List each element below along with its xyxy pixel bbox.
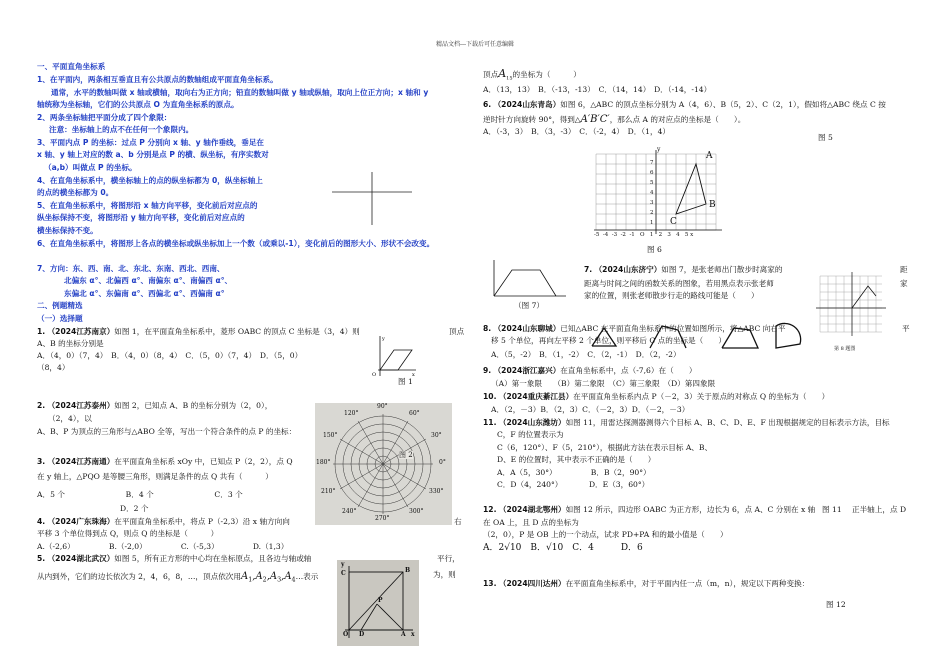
q10-options: A．（2，－3）B．（2，3）C．（－2，3）D．（－2，－3） bbox=[491, 405, 690, 414]
svg-text:y: y bbox=[382, 336, 385, 342]
grid-y-ticks: 7 6 5 4 3 2 1 bbox=[650, 160, 654, 226]
r1-options: A．（13，13） B．（-13，-13） C．（14，14） D．（-14，-14） bbox=[483, 85, 712, 94]
q6-options: A．（-3，3） B．（3，-3） C．（-2，4） D．（1，4） bbox=[483, 127, 670, 136]
q7-text-d: 距 bbox=[900, 265, 908, 274]
q7-text-b: 距离与时间之间的函数关系的图象，若用黑点表示张老师 bbox=[584, 279, 774, 288]
fig12-label-d: D bbox=[359, 631, 365, 638]
knowledge-2b: 注意：坐标轴上的点不在任何一个象限内。 bbox=[49, 125, 194, 134]
knowledge-6: 6、在直角坐标系中，将图形上各点的横坐标或纵坐标加上一个数（或乘以-1），变化前后的图形大小、形状不会改变。 bbox=[37, 239, 435, 248]
figure-1-rhombus bbox=[372, 334, 418, 378]
q8-text-b: 平 bbox=[902, 324, 910, 333]
question-7: 7. （2024山东济宁）如图 7，是张老师出门散步时离家的 bbox=[584, 265, 783, 274]
q8-options: A．（5，-2） B．（1，-2） C．（2，-1） D．（2，-2） bbox=[491, 350, 681, 359]
grid-point-a: A bbox=[706, 151, 713, 161]
q4-options: A.（-2,6） B.（-2,0） C.（-5,3） D.（1,3） bbox=[37, 542, 289, 551]
figure-12-square-photo bbox=[337, 560, 419, 646]
q11-options-2: C．D（4，240°） D．E（3，60°） bbox=[497, 480, 650, 489]
fig12-label-c: C bbox=[341, 570, 346, 577]
question-1: 1. （2024江苏南京）如图 1，在平面直角坐标系中，菱形 OABC 的顶点 C 坐标是（3，4）则 bbox=[37, 327, 360, 336]
knowledge-3b: x 轴、y 轴上对应的数 a、b 分别是点 P 的横、纵坐标，有序实数对 bbox=[37, 150, 269, 159]
fig12-label-b: B bbox=[405, 567, 411, 574]
polar-label-300: 300° bbox=[409, 508, 424, 515]
knowledge-7c: 东偏北 α°、东偏南 α°、西偏北 α°、西偏南 α° bbox=[64, 289, 225, 298]
question-11: 11. （2024山东潍坊）如图 11，用雷达探测器测得六个目标 A、B、C、D、E、F 出现根据规定的目标表示方法，目标 bbox=[483, 418, 890, 427]
question-3: 3. （2024江苏南通）在平面直角坐标系 xOy 中，已知点 P（2，2），点 Q bbox=[37, 457, 293, 466]
grid-axis-y: y bbox=[657, 146, 661, 153]
svg-text:x: x bbox=[412, 372, 415, 378]
q3-option-d: D．2 个 bbox=[120, 504, 149, 513]
knowledge-7b: 北偏东 α°、北偏西 α°、南偏东 α°、南偏西 α°、 bbox=[64, 276, 233, 285]
q5-text-e: 为，则 bbox=[433, 570, 456, 579]
q5-text-c: 从内到外，它们的边长依次为 2，4，6，8，…，顶点依次用$A_1,A_2,A_3,A_4\dots$表示 bbox=[37, 571, 319, 584]
knowledge-4b: 的点的横坐标都为 0。 bbox=[37, 188, 114, 197]
question-2: 2. （2024江苏泰州）如图 2，已知点 A、B 的坐标分别为（2，0）， bbox=[37, 401, 273, 410]
question-5: 5. （2024湖北武汉）如图 5，所有正方形的中心均在坐标原点，且各边与轴或轴 bbox=[37, 554, 312, 563]
fig12-label-y: y bbox=[341, 561, 345, 568]
polar-label-30: 30° bbox=[431, 432, 442, 439]
knowledge-1a: 1、在平面内，两条相互垂直且有公共原点的数轴组成平面直角坐标系。 bbox=[37, 75, 278, 84]
subsection-choice: （一）选择题 bbox=[37, 314, 83, 323]
q6-text-b: 逆时针方向旋转 90°，得到△A′B′C′，那么点 A 的对应点的坐标是（ ）。 bbox=[483, 114, 746, 125]
q8-source: （2024山东聊城） bbox=[493, 324, 561, 333]
q1-text-b: 顶点 bbox=[449, 327, 465, 336]
fig12-label-p: P bbox=[378, 597, 383, 604]
q9-options: （A）第一象限 （B）第二象限 （C）第三象限 （D）第四象限 bbox=[491, 379, 716, 388]
knowledge-5b: 纵坐标保持不变，将图形沿 y 轴方向平移，变化前后对应点的 bbox=[37, 213, 245, 222]
q5-text-b: 平行， bbox=[437, 554, 460, 563]
fig12-label-a: A bbox=[401, 631, 406, 638]
knowledge-3a: 3、平面内点 P 的坐标：过点 P 分别向 x 轴、y 轴作垂线，垂足在 bbox=[37, 138, 265, 147]
q12-options: A．2√10 B．√10 C．4 D．6 bbox=[483, 543, 643, 553]
q11-text-c: C（6，120°）、F（5，210°），根据此方法在表示目标 A、B、 bbox=[497, 443, 713, 452]
polar-label-330: 330° bbox=[429, 488, 444, 495]
figure-11-caption: 图 11 bbox=[822, 505, 842, 514]
q1-text-c: A、B 的坐标分别是 bbox=[37, 339, 104, 348]
knowledge-7a: 7、方向：东、西、南、北、东北、东南、西北、西南、 bbox=[37, 264, 225, 273]
question-6: 6. （2024山东青岛）如图 6，△ABC 的顶点坐标分别为 A（4，6）、B（5，2）、C（2，1），假如将△ABC 绕点 C 按 bbox=[483, 100, 886, 109]
q4-text-c: 平移 3 个单位得到点 Q，则点 Q 的坐标是（ ） bbox=[37, 529, 219, 538]
q3-source: （2024江苏南通） bbox=[47, 457, 115, 466]
fig12-label-o: O bbox=[343, 631, 349, 638]
polar-label-240: 240° bbox=[342, 508, 357, 515]
polar-label-270: 270° bbox=[375, 515, 390, 522]
q8-text-c: 移 5 个单位，再向左平移 2 个单位，则平移后 C 点的坐标是（ ） bbox=[491, 336, 726, 345]
question-10: 10. （2024重庆綦江县）在平面直角坐标系内点 P（－2，3）关于原点的对称点 Q 的坐标为（ ） bbox=[483, 392, 830, 401]
figure-6-grid bbox=[592, 150, 732, 242]
route-options-figures bbox=[590, 316, 810, 358]
q2-text-c: A、B、P 为顶点的三角形与△ABO 全等，写出一个符合条件的点 P 的坐标： bbox=[37, 427, 297, 436]
section-1-title: 一、平面直角坐标系 bbox=[37, 62, 106, 71]
q7-text-c: 家的位置，则张老师散步行走的路线可能是（ ） bbox=[584, 291, 759, 300]
figure-6-caption: 图 6 bbox=[647, 245, 662, 254]
q11-text-d: D、E 的位置时，其中表示不正确的是（ ） bbox=[497, 455, 656, 464]
knowledge-2a: 2、两条坐标轴把平面分成了四个象限： bbox=[37, 113, 172, 122]
grid-point-c: C bbox=[670, 217, 677, 227]
figure-1-caption: 图 1 bbox=[398, 377, 413, 386]
question-12: 12. （2024湖北鄂州）如图 12 所示，四边形 OABC 为正方形，边长为 6，点 A、C 分别在 x 轴 bbox=[483, 505, 816, 514]
q10-source: （2024重庆綦江县） bbox=[498, 392, 574, 401]
q7-source: （2024山东济宁） bbox=[594, 265, 662, 274]
question-13: 13. （2024四川达州）在平面直角坐标系中，对于平面内任一点（m，n），规定以下两种变换： bbox=[483, 579, 810, 588]
knowledge-1b: 通常，水平的数轴叫做 x 轴或横轴，取向右为正方向；铅直的数轴叫做 y 轴或纵轴，取向上位正方向；x 轴和 y bbox=[51, 88, 429, 97]
knowledge-5a: 5、在直角坐标系中，将图形沿 x 轴方向平移，变化前后对应点的 bbox=[37, 201, 258, 210]
q5-source: （2024湖北武汉） bbox=[47, 554, 115, 563]
figure-2-polar-photo bbox=[315, 403, 452, 525]
q2-text-b: （2，4），以 bbox=[48, 414, 92, 423]
polar-label-210: 210° bbox=[321, 488, 336, 495]
q3-text-b: 在 y 轴上，△PQO 是等腰三角形，则满足条件的点 Q 共有（ ） bbox=[37, 472, 273, 481]
q12-text-c: 在 OA 上，且 D 点的坐标为 bbox=[483, 518, 579, 527]
q4-source: （2024广东珠海） bbox=[47, 517, 115, 526]
polar-label-150: 150° bbox=[323, 432, 338, 439]
polar-label-180: 180° bbox=[316, 459, 331, 466]
question-8: 8. （2024山东聊城）已知△ABC 在平面直角坐标系中的位置如图所示，将△ABC 向右平 bbox=[483, 324, 786, 333]
q13-source: （2024四川达州） bbox=[498, 579, 566, 588]
section-2-title: 二、例题精选 bbox=[37, 301, 83, 310]
polar-label-120: 120° bbox=[344, 410, 359, 417]
quadrant-axes-figure bbox=[330, 170, 420, 230]
q11-options-1: A．A（5，30°） B．B（2，90°） bbox=[497, 468, 651, 477]
figure-12-caption: 图 12 bbox=[826, 600, 846, 609]
polar-label-90: 90° bbox=[377, 403, 388, 410]
polar-label-0: 0° bbox=[439, 459, 446, 466]
q1-options-2: （8，4） bbox=[37, 363, 70, 372]
figure-8-grid bbox=[816, 272, 886, 342]
figure-5-caption: 图 5 bbox=[818, 133, 833, 142]
knowledge-3c: （a,b）叫做点 P 的坐标。 bbox=[44, 163, 137, 172]
q1-options: A．（4，0）（7，4） B．（4，0）（8，4） C．（5，0）（7，4） D．（5，0） bbox=[37, 351, 303, 360]
svg-text:O: O bbox=[372, 372, 377, 378]
q1-source: （2024江苏南京） bbox=[47, 327, 115, 336]
q2-source: （2024江苏泰州） bbox=[47, 401, 115, 410]
question-9: 9. （2024浙江嘉兴）在直角坐标系中，点（-7,6）在（ ） bbox=[483, 366, 697, 375]
q12-text-b: 正半轴上，点 D bbox=[852, 505, 907, 514]
figure-2-caption: 图 2 bbox=[399, 451, 413, 459]
knowledge-4a: 4、在直角坐标系中，横坐标轴上的点的纵坐标都为 0，纵坐标轴上 bbox=[37, 176, 263, 185]
q9-source: （2024浙江嘉兴） bbox=[493, 366, 561, 375]
polar-label-60: 60° bbox=[409, 410, 420, 417]
q7-text-e: 家 bbox=[900, 279, 908, 288]
r1-text-a: 顶点$A_{15}$的坐标为（ ） bbox=[483, 67, 581, 82]
q6-source: （2024山东青岛） bbox=[493, 100, 561, 109]
grid-point-b: B bbox=[709, 200, 716, 210]
q3-options: A．5 个 B．4 个 C．3 个 bbox=[37, 490, 243, 499]
knowledge-5c: 横坐标保持不变。 bbox=[37, 226, 98, 235]
q11-source: （2024山东潍坊） bbox=[498, 418, 566, 427]
figure-8-caption: 第 8 题图 bbox=[834, 346, 856, 352]
figure-7-caption: （图 7） bbox=[514, 301, 545, 310]
figure-7-graph bbox=[490, 258, 570, 302]
q12-source: （2024湖北鄂州） bbox=[498, 505, 566, 514]
q12-text-d: （2，0），P 是 OB 上的一个动点，试求 PD+PA 和的最小值是（ ） bbox=[483, 530, 728, 539]
question-4: 4. （2024广东珠海）在平面直角坐标系中，将点 P（-2,3）沿 x 轴方向向 bbox=[37, 517, 290, 526]
knowledge-1c: 轴统称为坐标轴，它们的公共原点 O 为直角坐标系的原点。 bbox=[37, 100, 239, 109]
fig12-label-x: x bbox=[411, 631, 415, 638]
q4-text-b: 右 bbox=[454, 517, 462, 526]
q11-text-b: C，F 的位置表示为 bbox=[497, 430, 564, 439]
page-header: 精品文档---下载后可任意编辑 bbox=[435, 41, 515, 48]
grid-x-ticks: -5 -4 -3 -2 -1 O 1 2 3 4 5 x bbox=[594, 232, 694, 238]
